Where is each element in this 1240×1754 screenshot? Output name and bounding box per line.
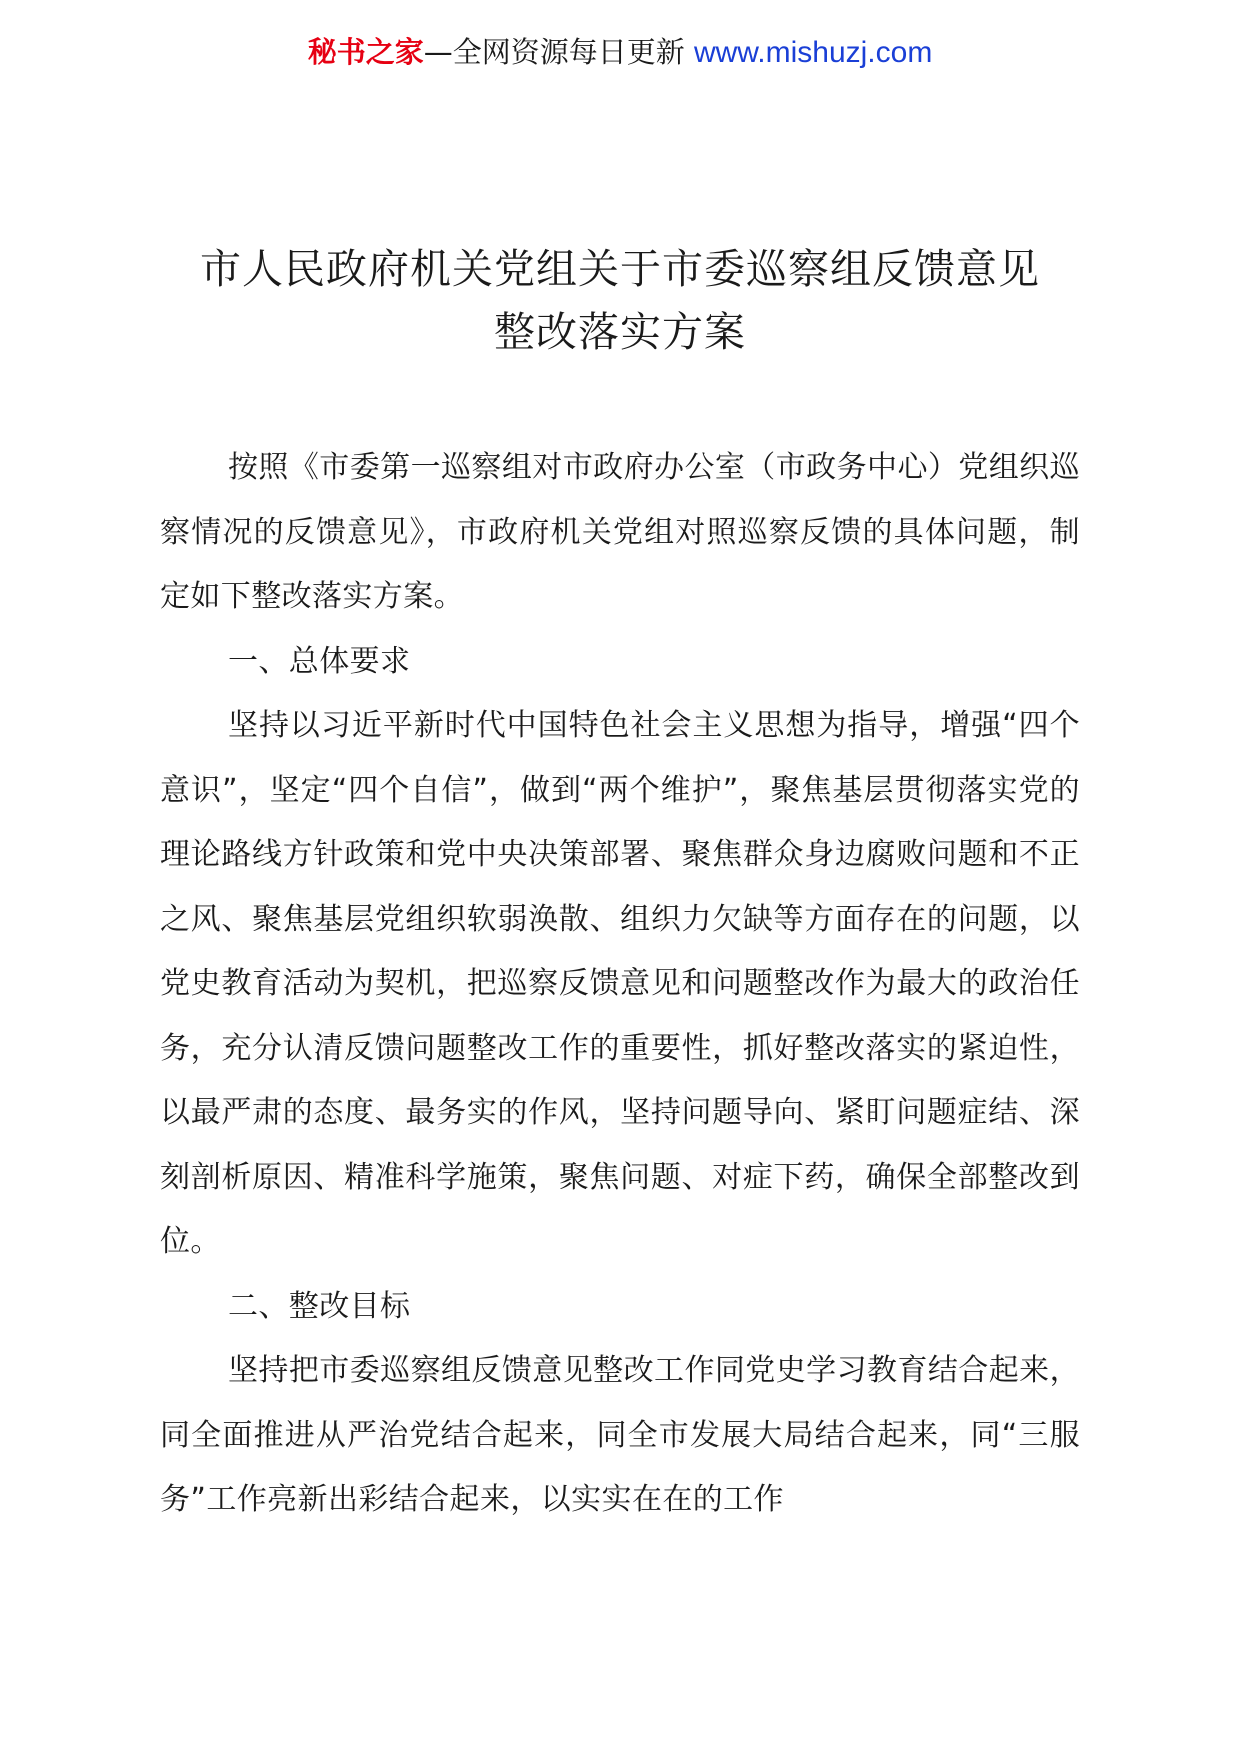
section-heading-2: 二、整改目标 (228, 1288, 411, 1324)
section-paragraph-2: 坚持把市委巡察组反馈意见整改工作同党史学习教育结合起来，同全面推进从严治党结合起来，同全市发展大局结合起来，同“三服务”工作亮新出彩结合起来，以实实在在的工作 (160, 1353, 1080, 1517)
document-title (100, 238, 1140, 364)
intro-paragraph: 按照《市委第一巡察组对市政府办公室（市政务中心）党组织巡察情况的反馈意见》，市政府机关党组对照巡察反馈的具体问题，制定如下整改落实方案。 (160, 450, 1080, 614)
site-header (0, 30, 1240, 75)
document-body (160, 436, 1080, 1533)
title-line-1: 市人民政府机关党组关于市委巡察组反馈意见 (200, 245, 1040, 293)
section-heading-1: 一、总体要求 (228, 643, 411, 679)
site-tagline: —全网资源每日更新 (423, 35, 685, 69)
site-brand[interactable]: 秘书之家 (307, 35, 424, 69)
title-line-2: 整改落实方案 (494, 308, 746, 356)
site-url-link[interactable]: www.mishuzj.com (693, 36, 933, 69)
section-paragraph-1: 坚持以习近平新时代中国特色社会主义思想为指导，增强“四个意识”，坚定“四个自信”，做到“两个维护”，聚焦基层贯彻落实党的理论路线方针政策和党中央决策部署、聚焦群众身边腐败问题和不正之风、聚焦基层党组织软弱涣散、组织力欠缺等方面存在的问题，以党史教育活动为契机，把巡察反馈意见和问题整改作为最大的政治任务，充分认清反馈问题整改工作的重要性，抓好整改落实的紧迫性，以最严肃的态度、最务实的作风，坚持问题导向、紧盯问题症结、深刻剖析原因、精准科学施策，聚焦问题、对症下药，确保全部整改到位。 (160, 708, 1080, 1259)
